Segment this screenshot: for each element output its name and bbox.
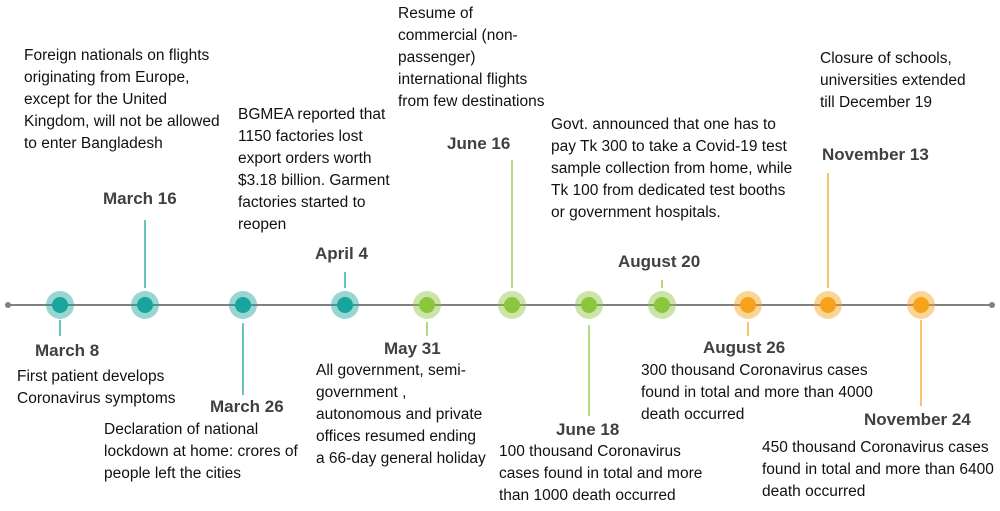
- event-date: April 4: [315, 244, 368, 263]
- event-date: June 18: [556, 420, 620, 439]
- event-marker: [913, 297, 929, 313]
- event-description: Govt. announced that one has to pay Tk 300 to take a Covid-19 test sample collection from home, while Tk 100 from dedicated test booths or government hospitals.: [551, 116, 793, 221]
- event-marker: [52, 297, 68, 313]
- event-description: Closure of schools, universities extended till December 19: [820, 50, 966, 111]
- axis-start-cap: [5, 302, 11, 308]
- event-marker: [337, 297, 353, 313]
- event-marker: [581, 297, 597, 313]
- event-marker: [235, 297, 251, 313]
- event-description: All government, semi-government , autonomous and private offices resumed ending a 66-day general holiday: [316, 362, 486, 467]
- event-description: 100 thousand Coronavirus cases found in total and more than 1000 death occurred: [499, 443, 703, 504]
- event-marker: [137, 297, 153, 313]
- event-description: 450 thousand Coronavirus cases found in total and more than 6400 death occurred: [762, 439, 994, 500]
- event-marker: [419, 297, 435, 313]
- event-date: March 26: [210, 397, 284, 416]
- event-date: August 26: [703, 338, 786, 357]
- event-description: Declaration of national lockdown at home: crores of people left the cities: [104, 421, 298, 482]
- event-description: Foreign nationals on flights originating from Europe, except for the United Kingdom, will not be allowed to enter Bangladesh: [24, 47, 220, 152]
- event-date: August 20: [618, 252, 701, 271]
- event-date: November 13: [822, 145, 929, 164]
- event-date: March 8: [35, 341, 100, 360]
- event-marker: [654, 297, 670, 313]
- event-marker: [504, 297, 520, 313]
- axis-end-cap: [989, 302, 995, 308]
- event-date: May 31: [384, 339, 441, 358]
- event-date: November 24: [864, 410, 971, 429]
- event-description: 300 thousand Coronavirus cases found in total and more than 4000 death occurred: [641, 362, 873, 423]
- event-description: Resume of commercial (non-passenger) international flights from few destinations: [398, 5, 545, 110]
- event-marker: [740, 297, 756, 313]
- event-marker: [820, 297, 836, 313]
- event-date: June 16: [447, 134, 511, 153]
- event-description: First patient develops Coronavirus symptoms: [17, 368, 176, 407]
- event-date: March 16: [103, 189, 177, 208]
- event-description: BGMEA reported that 1150 factories lost export orders worth $3.18 billion. Garment factories started to reopen: [238, 106, 390, 233]
